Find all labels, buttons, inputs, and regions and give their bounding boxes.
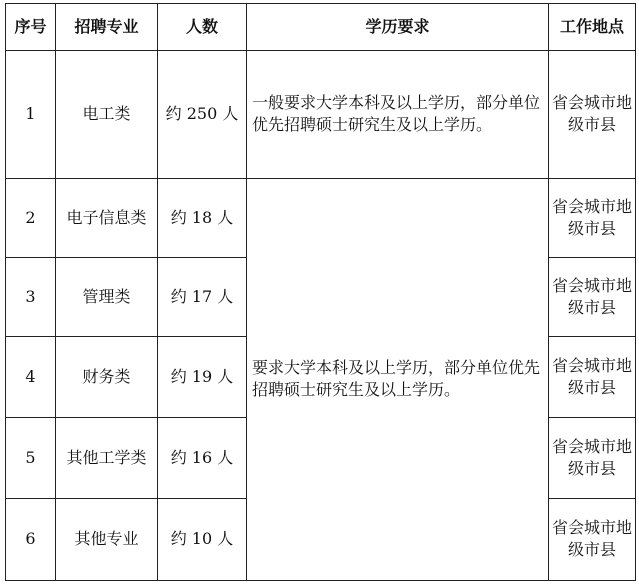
major-cell: 其他专业 [56, 498, 158, 580]
headcount-cell: 约 250 人 [158, 51, 247, 179]
education-requirement-cell: 一般要求大学本科及以上学历，部分单位优先招聘硕士研究生及以上学历。 [247, 51, 549, 179]
header-serial-number: 序号 [6, 4, 56, 51]
work-location-cell: 省会城市地级市县 [549, 51, 636, 179]
major-cell: 其他工学类 [56, 417, 158, 498]
serial-number-cell: 3 [6, 257, 56, 336]
serial-number-cell: 4 [6, 336, 56, 417]
header-headcount: 人数 [158, 4, 247, 51]
serial-number-cell: 1 [6, 51, 56, 179]
serial-number-cell: 6 [6, 498, 56, 580]
work-location-cell: 省会城市地级市县 [549, 178, 636, 257]
work-location-cell: 省会城市地级市县 [549, 498, 636, 580]
headcount-cell: 约 10 人 [158, 498, 247, 580]
recruitment-table [5, 3, 636, 581]
headcount-cell: 约 16 人 [158, 417, 247, 498]
table-row [6, 51, 636, 179]
work-location-cell: 省会城市地级市县 [549, 417, 636, 498]
major-cell: 管理类 [56, 257, 158, 336]
headcount-cell: 约 19 人 [158, 336, 247, 417]
serial-number-cell: 5 [6, 417, 56, 498]
work-location-cell: 省会城市地级市县 [549, 336, 636, 417]
major-cell: 电子信息类 [56, 178, 158, 257]
major-cell: 电工类 [56, 51, 158, 179]
header-work-location: 工作地点 [549, 4, 636, 51]
headcount-cell: 约 17 人 [158, 257, 247, 336]
table-row [6, 178, 636, 257]
header-education-requirement: 学历要求 [247, 4, 549, 51]
work-location-cell: 省会城市地级市县 [549, 257, 636, 336]
major-cell: 财务类 [56, 336, 158, 417]
headcount-cell: 约 18 人 [158, 178, 247, 257]
serial-number-cell: 2 [6, 178, 56, 257]
header-major: 招聘专业 [56, 4, 158, 51]
shared-education-requirement-cell: 要求大学本科及以上学历，部分单位优先招聘硕士研究生及以上学历。 [247, 178, 549, 580]
header-row [6, 4, 636, 51]
